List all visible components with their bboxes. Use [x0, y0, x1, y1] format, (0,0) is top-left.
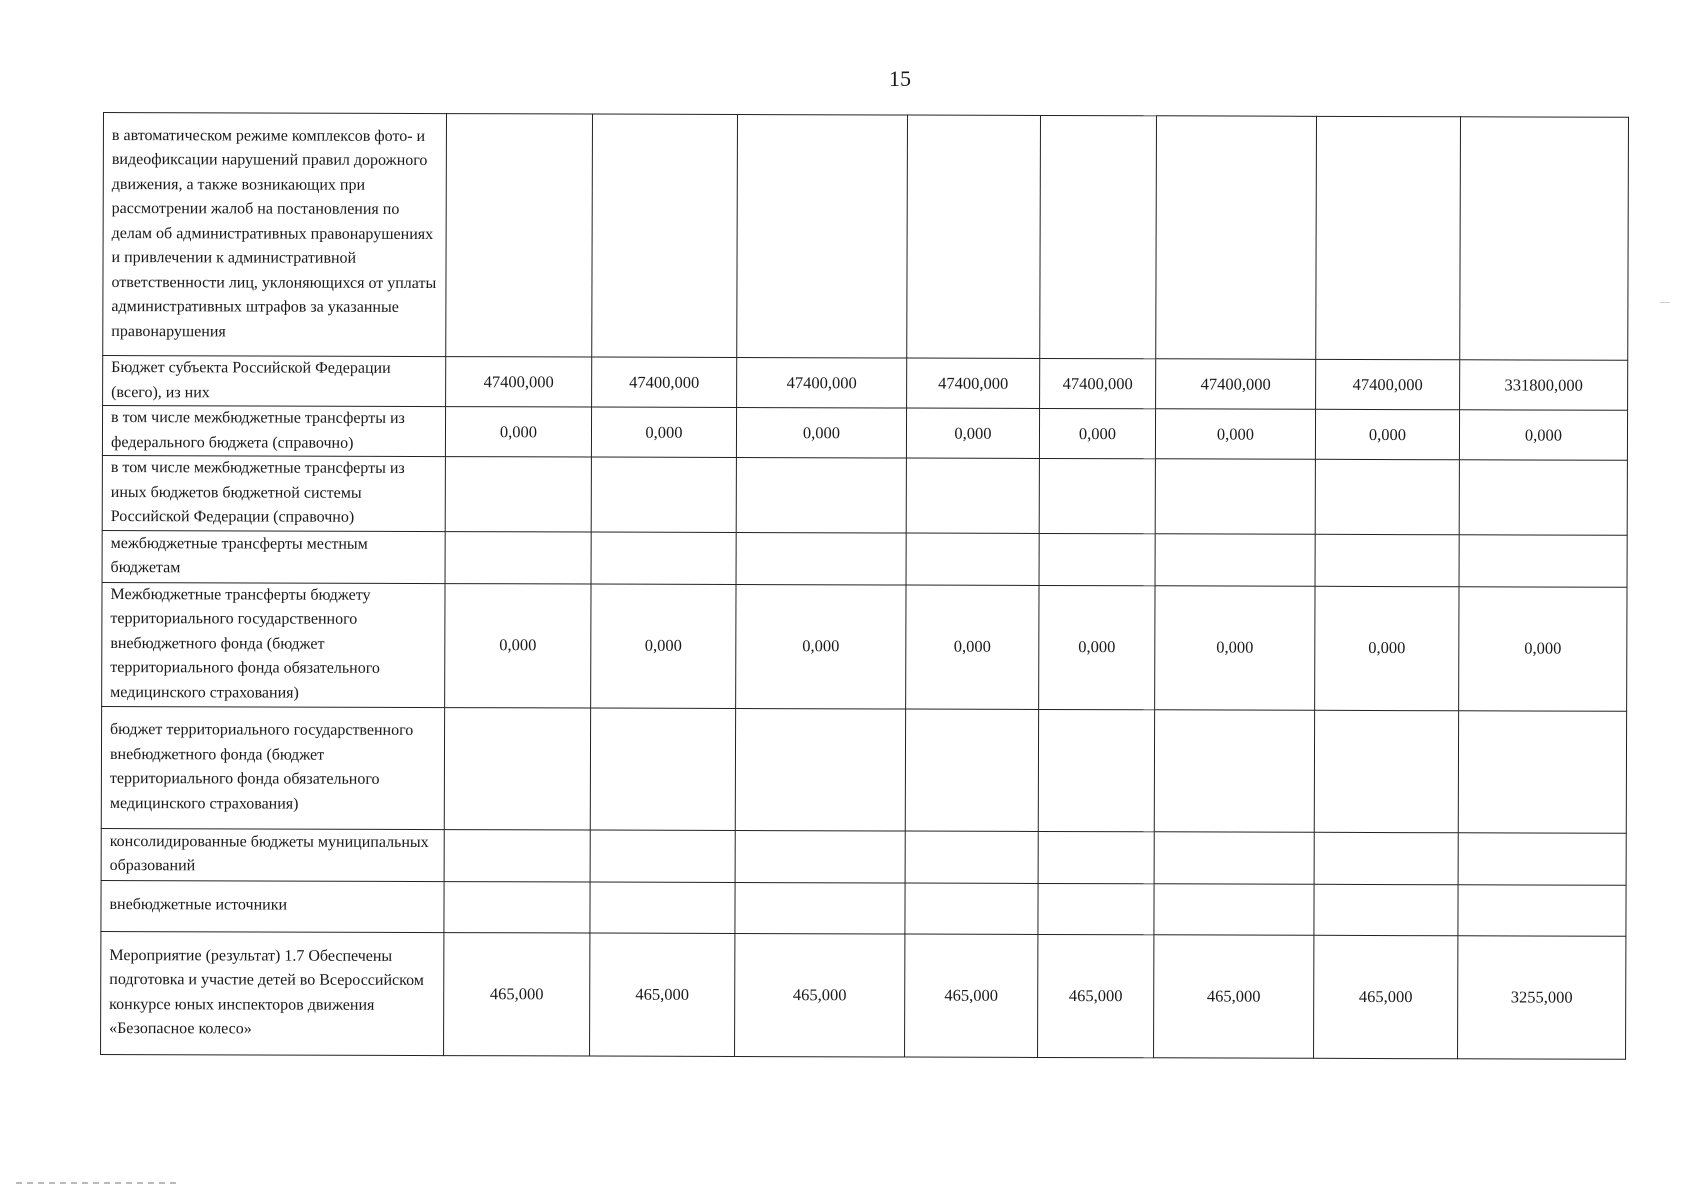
value-cell: 465,000 — [444, 932, 590, 1055]
value-cell: 0,000 — [906, 585, 1039, 709]
row-label: в автоматическом режиме комплексов фото- и видеофиксации нарушений правил дорожного движения, а также возникающих при рассмотрении жалоб на постановления по делам об административных правонарушениях и привлечении к административной ответственности лиц, уклоняющихся от уплаты административных штрафов за указанные правонарушения — [103, 113, 447, 357]
value-cell — [1155, 459, 1315, 534]
value-cell — [1458, 832, 1626, 885]
table-row — [101, 706, 1626, 833]
value-cell: 47400,000 — [737, 357, 907, 408]
value-cell — [1459, 534, 1627, 587]
value-cell — [1458, 884, 1626, 936]
value-cell — [1459, 460, 1627, 535]
value-cell: 0,000 — [591, 584, 736, 708]
row-label: внебюджетные источники — [101, 880, 444, 932]
value-cell — [1315, 459, 1459, 534]
value-cell — [735, 708, 905, 831]
row-label: в том числе межбюджетные трансферты из иных бюджетов бюджетной системы Российской Федерации (справочно) — [102, 455, 445, 531]
value-cell: 0,000 — [736, 407, 906, 458]
value-cell — [905, 831, 1038, 883]
value-cell: 331800,000 — [1460, 360, 1628, 411]
value-cell — [905, 709, 1038, 831]
value-cell — [1154, 883, 1314, 935]
budget-table-body — [101, 113, 1629, 1059]
row-label: консолидированные бюджеты муниципальных образований — [101, 828, 444, 881]
value-cell — [591, 457, 736, 532]
value-cell — [1040, 115, 1157, 358]
value-cell: 0,000 — [445, 583, 591, 707]
page-number: 15 — [889, 66, 911, 91]
row-label: в том числе межбюджетные трансферты из федерального бюджета (справочно) — [102, 406, 445, 457]
value-cell: 47400,000 — [1040, 358, 1156, 408]
value-cell — [1038, 883, 1154, 934]
value-cell: 0,000 — [736, 584, 906, 709]
value-cell — [905, 883, 1038, 934]
value-cell — [1154, 831, 1314, 884]
value-cell — [1155, 533, 1315, 586]
value-cell — [906, 458, 1039, 533]
value-cell — [737, 114, 908, 358]
value-cell — [735, 882, 905, 934]
value-cell — [444, 829, 590, 881]
value-cell: 47400,000 — [592, 357, 737, 407]
value-cell: 465,000 — [590, 933, 735, 1056]
value-cell — [1154, 709, 1314, 832]
value-cell — [907, 115, 1041, 358]
value-cell: 0,000 — [1155, 409, 1315, 460]
value-cell — [1460, 117, 1629, 361]
value-cell — [1458, 710, 1626, 833]
value-cell — [446, 114, 593, 357]
value-cell: 0,000 — [445, 407, 591, 457]
table-row — [102, 455, 1627, 534]
value-cell — [592, 114, 738, 357]
value-cell — [590, 882, 735, 933]
value-cell — [736, 457, 906, 532]
value-cell: 465,000 — [1038, 934, 1154, 1057]
value-cell — [1314, 884, 1458, 935]
value-cell — [1314, 710, 1458, 832]
table-row — [102, 530, 1627, 587]
row-label: Бюджет субъекта Российской Федерации (всего), из них — [103, 356, 446, 407]
value-cell: 465,000 — [905, 934, 1038, 1057]
row-label: межбюджетные трансферты местным бюджетам — [102, 530, 445, 583]
value-cell: 0,000 — [591, 407, 736, 457]
table-row — [101, 931, 1626, 1059]
value-cell: 0,000 — [1459, 410, 1627, 461]
value-cell: 0,000 — [1039, 585, 1155, 709]
value-cell — [1038, 831, 1154, 883]
value-cell: 47400,000 — [907, 358, 1040, 408]
value-cell: 0,000 — [1315, 409, 1459, 459]
scan-artifact — [16, 1182, 176, 1184]
table-row — [102, 582, 1627, 711]
value-cell — [735, 830, 905, 883]
value-cell — [590, 708, 735, 830]
value-cell — [590, 830, 735, 882]
table-row — [102, 406, 1627, 461]
table-row — [101, 880, 1626, 936]
value-cell: 0,000 — [1039, 408, 1155, 458]
value-cell — [1316, 116, 1461, 359]
value-cell: 465,000 — [1314, 935, 1458, 1058]
value-cell — [591, 532, 736, 584]
value-cell: 0,000 — [906, 408, 1039, 458]
value-cell: 465,000 — [735, 933, 905, 1057]
value-cell — [444, 707, 590, 829]
value-cell: 0,000 — [1459, 586, 1627, 711]
value-cell: 0,000 — [1155, 585, 1315, 710]
value-cell: 465,000 — [1154, 934, 1314, 1058]
value-cell — [1156, 116, 1317, 360]
value-cell: 47400,000 — [1316, 359, 1460, 409]
row-label: Межбюджетные трансферты бюджету территориального государственного внебюджетного фонда (бюджет территориального фонда обязательного медицинского страхования) — [102, 582, 445, 707]
budget-table-container — [100, 112, 1628, 1059]
table-row — [103, 356, 1628, 411]
value-cell — [906, 533, 1039, 585]
value-cell: 47400,000 — [1156, 359, 1316, 410]
value-cell: 0,000 — [1315, 586, 1459, 710]
value-cell — [1039, 533, 1155, 585]
value-cell — [445, 531, 591, 583]
value-cell: 47400,000 — [446, 357, 592, 407]
value-cell — [1038, 709, 1154, 831]
table-row — [103, 113, 1629, 361]
value-cell — [1039, 458, 1155, 533]
row-label: Мероприятие (результат) 1.7 Обеспечены подготовка и участие детей во Всероссийском конкурсе юных инспекторов движения «Безопасное колесо» — [101, 931, 444, 1055]
value-cell: 3255,000 — [1458, 935, 1626, 1059]
value-cell — [445, 457, 591, 532]
row-label: бюджет территориального государственного внебюджетного фонда (бюджет территориального фонда обязательного медицинского страхования) — [101, 706, 444, 829]
value-cell — [444, 881, 590, 932]
value-cell — [1314, 832, 1458, 884]
table-row — [101, 828, 1626, 885]
value-cell — [1315, 534, 1459, 586]
value-cell — [736, 532, 906, 585]
scan-artifact — [1660, 302, 1670, 303]
budget-table — [100, 112, 1629, 1059]
